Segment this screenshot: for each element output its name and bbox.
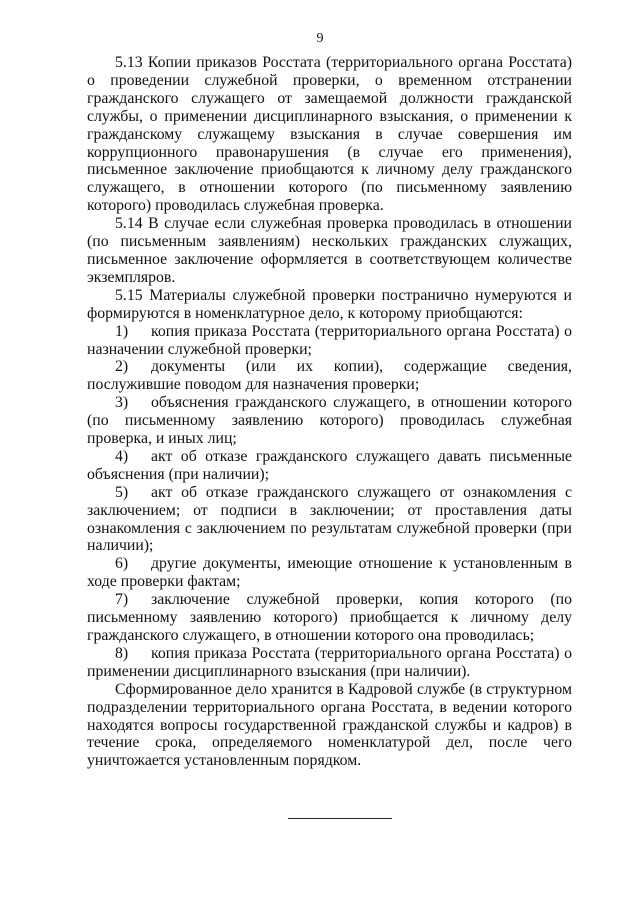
list-item-number: 3) — [115, 394, 129, 412]
list-item-number: 7) — [115, 591, 129, 609]
list-item-number: 4) — [115, 447, 129, 465]
paragraph-5-13: 5.13 Копии приказов Росстата (территориального органа Росстата) о проведении служебной проверки, о временном отстранении гражданского служащего от замещаемой должности гражданской службы, о применении дисциплинарного взыскания, о применении к гражданскому служащему взыскания в случае совершения им коррупционного правонарушения (в случае его применения), письменное заключение приобщаются к личному делу гражданского служащего, в отношении которого (по письменному заявлению которого) проводилась служебная проверка. — [87, 54, 572, 215]
list-item-text: копия приказа Росстата (территориального органа Росстата) о назначении служебной проверки; — [87, 322, 572, 358]
list-item-text: акт об отказе гражданского служащего давать письменные объяснения (при наличии); — [87, 447, 572, 483]
list-item — [87, 645, 572, 681]
end-of-text-rule — [288, 818, 392, 819]
list-item-text: другие документы, имеющие отношение к установленным в ходе проверки фактам; — [87, 555, 572, 591]
list-item-number: 2) — [115, 358, 129, 376]
list-item — [87, 358, 572, 394]
list-item — [87, 555, 572, 591]
list-item-text: копия приказа Росстата (территориального органа Росстата) о применении дисциплинарного взыскания (при наличии). — [87, 644, 572, 680]
list-item-text: документы (или их копии), содержащие сведения, послужившие поводом для назначения проверки; — [87, 358, 572, 394]
list-item-text: заключение служебной проверки, копия которого (по письменному заявлению которого) приобщается к личному делу гражданского служащего, в отношении которого она проводилась; — [87, 591, 572, 644]
list-item — [87, 323, 572, 359]
paragraph-5-15: 5.15 Материалы служебной проверки постранично нумеруются и формируются в номенклатурное дело, к которому приобщаются: — [87, 286, 572, 322]
list-item-text: акт об отказе гражданского служащего от ознакомления с заключением; от подписи в заключении; от проставления даты ознакомления с заключением по результатам служебной проверки (при наличии); — [87, 483, 572, 555]
paragraph-5-14: 5.14 В случае если служебная проверка проводилась в отношении (по письменным заявлениям) нескольких гражданских служащих, письменное заключение оформляется в соответствующем количестве экземпляров. — [87, 215, 572, 286]
list-item-number: 8) — [115, 644, 129, 662]
document-body — [87, 54, 572, 770]
page-number: 9 — [316, 31, 324, 46]
list-item-number: 1) — [115, 322, 129, 340]
list-item-number: 6) — [115, 555, 129, 573]
list-item — [87, 448, 572, 484]
list-item — [87, 484, 572, 556]
closing-paragraph: Сформированное дело хранится в Кадровой службе (в структурном подразделении территориального органа Росстата, в ведении которого находятся вопросы государственной гражданской службы и кадров) в течение срока, определяемого номенклатурой дел, после чего уничтожается установленным порядком. — [87, 680, 572, 770]
list-item — [87, 394, 572, 448]
list-item — [87, 591, 572, 645]
list-item-text: объяснения гражданского служащего, в отношении которого (по письменному заявлению которого) проводилась служебная проверка, и иных лиц; — [87, 394, 572, 448]
list-item-number: 5) — [115, 483, 129, 501]
